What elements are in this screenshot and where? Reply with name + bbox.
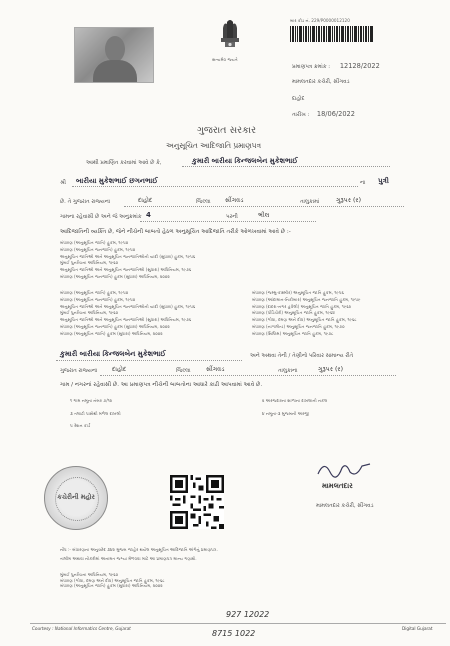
order-item: બંધારણ (અનુસૂચિત જનજાતિ) હુકમ, ૧૯૫૦ [60,246,136,252]
document-item: ૨ અરજદારના શાળાના દાખલાની નકલ [262,398,328,403]
address-line [124,204,404,207]
tribe-statement: આદિજાતિની વ્યક્તિ છે, જેને નીચેની બાબતો હેઠળ અનુસૂચિત આદિજાતિ તરીકે ઓળખવામાં આવે છે :- [60,229,291,235]
photo-body [93,60,137,82]
order-item-left: બંધારણ (અનુસૂચિત જનજાતિ) હુકમ, ૧૯૫૦ [60,296,136,302]
order-list-right [252,290,422,337]
parent-name: બારીયા મુકેશભાઈ છગનભાઈ [76,177,158,185]
district-label-2: જિલ્લા [176,368,191,374]
barcode-icon [290,26,374,42]
signatory-office: મામલતદાર કચેરી, સીંગવડ [316,503,374,509]
order-item-left: અનુસૂચિત જાતિઓ અને અનુસૂચિત જનજાતિઓ (સુધારા) અધિનિયમ, ૧૯૭૬ [60,317,192,323]
state-label-2: ગુજરાત રાજ્યના [60,368,98,374]
order-list-top [60,240,390,281]
state-label: છે. તે ગુજરાત રાજ્યના [60,199,111,205]
order-item: અનુસૂચિત જાતિઓ અને અનુસૂચિત જનજાતિઓની યાદી (સુધારા) હુકમ, ૧૯૫૬ [60,253,196,259]
signatory-title: મામલતદાર [322,482,353,490]
document-item: ૫ રેશન કાર્ડ [70,423,91,429]
caste-label: પરની [226,214,238,220]
village-value-2: ગુરૂપર (ર) [318,366,344,373]
order-item-right: બંધારણ (દાદરા-નગર હવેલી) અનુસૂચિત જાતિ હુકમ, ૧૯૬૨ [252,303,352,309]
order-item-right: બંધારણ (ગોવા, દમણ અને દીવ) અનુસૂચિત જાતિ હુકમ, ૧૯૬૮ [252,317,357,323]
certificate-number: 12128/2022 [339,62,380,70]
applicant-name-2: કુમારી બારીયા કિન્જલબેન મુકેશભાઈ [60,350,166,358]
basis-statement: ગામ / નગરનાં રહેવાસી છે. આ પ્રમાણપત્ર નીચેની બાબતોના આધારે કાઢી આપવામાં આવે છે. [60,382,263,388]
order-item-right: બંધારણ (જમ્મુ-કાશ્મીર) અનુસૂચિત જાતિ હુકમ, ૧૯૫૬ [252,290,344,295]
applicant-name: કુમારી બારીયા કિન્જલબેન મુકેશભાઈ [192,157,298,165]
footer-brand: Digital Gujarat [402,626,433,631]
taluka-label: તાલુકામાં [300,199,320,205]
parent-prefix: શ્રી [60,180,66,186]
order-item-right: બંધારણ (નાગાલેન્ડ) અનુસૂચિત જનજાતિ હુકમ, ૧૯૭૦ [252,323,345,329]
district-value-2: દાહોદ [112,366,127,373]
document-item: ૩ તલાટી પાસેથી મળેલ દાખલો [70,410,121,416]
certificate-number-row [292,63,380,70]
taluka-label-2: તાલુકાના [278,368,298,374]
order-item: અનુસૂચિત જાતિઓ અને અનુસૂચિત જનજાતિઓ (સુધારા) અધિનિયમ, ૧૯૭૬ [60,267,192,273]
order-item-left: બંધારણ (અનુસૂચિત જાતિ) હુકમ (સુધારા) અધિનિયમ, ૨૦૦૨ [60,330,163,336]
village-value: ગુરૂપર (ર) [336,197,362,204]
order-item: બંધારણ (અનુસૂચિત જનજાતિ) હુકમ (સુધારા) અધિનિયમ, ૨૦૦૨ [60,273,170,279]
district-label: જિલ્લા [196,199,211,205]
order-item: મુંબઈ પુનર્રચના અધિનિયમ, ૧૯૬૦ [60,260,119,266]
issuing-office: મામલતદાર કચેરી, સીંગવડ [292,79,350,85]
relation-label: ના [360,180,366,186]
certify-label: આથી પ્રમાણિત કરવામાં આવે છે કે, [86,160,162,166]
address-line-2 [100,373,396,376]
name-line-2 [56,358,242,361]
caste-value: ભીલ [258,212,270,219]
parent-line [72,184,358,187]
documents-right [262,398,327,416]
serial-line [140,219,316,222]
order-item: બંધારણ (અનુસૂચિત જાતિ) હુકમ, ૧૯૫૦ [60,240,129,245]
order-item-left: મુંબઈ પુનર્રચના અધિનિયમ, ૧૯૬૦ [60,310,119,316]
order-list-left [60,290,230,337]
issuing-place: દાહોદ [292,96,305,102]
instruction-line: બંધારણ (ગોવા, દમણ અને દીવ) અનુસૂચિત જાતિ હુકમ, ૧૯૬૮ [60,577,165,583]
certificate-title: અનુસૂચિત આદિજાતિ પ્રમાણપત્ર [166,141,261,150]
government-title: ગુજરાત સરકાર [197,125,257,136]
certificate-number-label: પ્રમાણપત્ર ક્રમાંક : [292,64,331,70]
issue-date-row [292,111,355,118]
instruction-line: બંધારણ (અનુસૂચિત જાતિ) હુકમ (સુધારા) અધિનિયમ, ૨૦૦૨ [60,583,163,589]
relation-value: પુત્રી [378,177,389,185]
barcode-caption: બાર કોડ નં. 229/P0000012120 [290,18,350,23]
qr-code-icon [170,475,224,529]
documents-left [70,398,121,429]
instruction-line: મુંબઈ પુનર્રચના અધિનિયમ, ૧૯૬૦ [60,572,119,577]
photo-face [105,36,125,62]
issue-date-label: તારીખ : [292,112,310,118]
document-item: ૧ ગામ નમૂના નંબર ૭/૧૨ [70,398,113,403]
document-item: ૪ નમૂના-૩ મુજબની અરજી [262,410,310,416]
order-item-right: બંધારણ (સિક્કિમ) અનુસૂચિત જાતિ હુકમ, ૧૯૭૮ [252,330,334,336]
serial-number: 4 [146,211,151,219]
handwritten-inward-number: 927 12022 [226,610,270,619]
taluka-value-2: સીંગવડ [206,366,225,373]
office-seal-icon [44,466,108,530]
issue-date: 18/06/2022 [316,110,355,118]
note-line-1: નોંધ :- બંધારણના અનુચ્છેદ ૩૪૨ મુજબ જાહેર થયેલ અનુસૂચિત આદિજાતિ અંગેનું પ્રમાણપત્ર. [60,547,218,552]
footer-instructions [60,572,390,589]
district-value: દાહોદ [138,197,153,204]
order-item-left: અનુસૂચિત જાતિઓ અને અનુસૂચિત જનજાતિઓની યાદી (સુધારા) હુકમ, ૧૯૫૬ [60,303,196,309]
emblem-caption: સત્યમેવ જયતે [212,57,238,62]
handwritten-number-2: 8715 1022 [212,629,256,638]
state-emblem-icon [214,16,246,56]
resident-label: અને અથવા તેની / તેણીનો પરિવાર સામાન્ય રીતે [250,353,354,359]
applicant-photo [74,27,154,83]
order-item-left: બંધારણ (અનુસૂચિત જાતિ) હુકમ, ૧૯૫૦ [60,290,129,295]
footer-courtesy: Courtesy : National Informatics Centre, Gujarat [32,626,131,631]
officer-signature-icon [316,458,372,480]
reside-label: ગામના રહેવાસી છે અને જે અનુક્રમાંક [60,214,142,220]
seal-text: કચેરીની મહોર [57,493,95,501]
order-item-right: બંધારણ (આંદામાન-નિકોબાર) અનુસૂચિત જનજાતિ હુકમ, ૧૯૫૯ [252,296,361,302]
order-item-left: બંધારણ (અનુસૂચિત જનજાતિ) હુકમ (સુધારા) અધિનિયમ, ૨૦૦૨ [60,323,170,329]
note-line-2: તાલીમ અથવા નોકરીમાં અનામત જગ્યા મેળવવા માટે આ પ્રમાણપત્ર માન્ય ગણાશે. [60,556,197,561]
taluka-value: સીંગવડ [225,197,244,204]
order-item-right: બંધારણ (પોંડિચેરી) અનુસૂચિત જાતિ હુકમ, ૧૯૬૪ [252,310,335,316]
